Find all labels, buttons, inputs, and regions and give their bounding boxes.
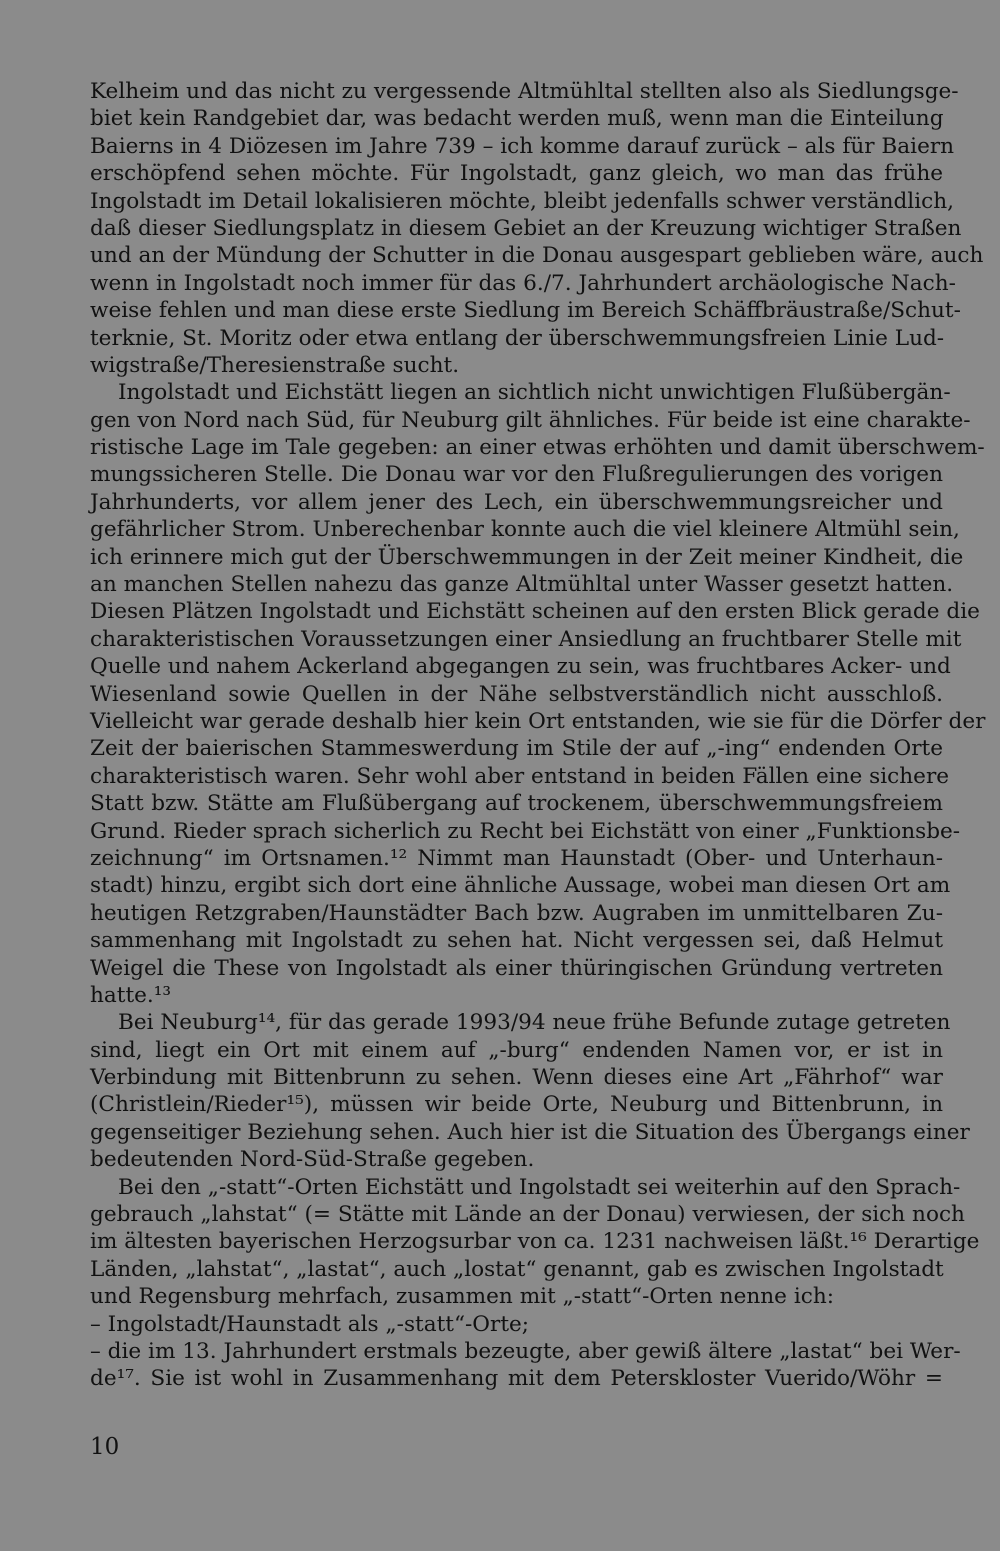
text-line: im ältesten bayerischen Herzogsurbar von ca. 1231 nachweisen läßt.¹⁶ Derartige — [90, 1229, 980, 1255]
text-line: Kelheim und das nicht zu vergessende Altmühltal stellten also als Siedlungsge- — [90, 79, 959, 104]
text-line: hatte.¹³ — [90, 982, 172, 1008]
text-line: gen von Nord nach Süd, für Neuburg gilt ähnliches. Für beide ist eine charakte- — [90, 407, 971, 433]
text-line: Wiesenland sowie Quellen in der Nähe selbstverständlich nicht ausschloß. — [90, 681, 943, 707]
text-line: Ingolstadt und Eichstätt liegen an sichtlich nicht unwichtigen Flußübergän- — [118, 380, 951, 406]
text-line: bedeutenden Nord-Süd-Straße gegeben. — [90, 1147, 535, 1173]
body-text — [90, 78, 986, 1393]
text-line: weise fehlen und man diese erste Siedlung im Bereich Schäffbräustraße/Schut- — [90, 298, 961, 324]
text-line: erschöpfend sehen möchte. Für Ingolstadt, ganz gleich, wo man das frühe — [90, 161, 943, 187]
text-line: zeichnung“ im Ortsnamen.¹² Nimmt man Haunstadt (Ober- und Unterhaun- — [90, 845, 943, 871]
text-line: heutigen Retzgraben/Haunstädter Bach bzw. Augraben im unmittelbaren Zu- — [90, 900, 943, 926]
text-line: biet kein Randgebiet dar, was bedacht werden muß, wenn man die Einteilung — [90, 106, 944, 132]
text-line: stadt) hinzu, ergibt sich dort eine ähnliche Aussage, wobei man diesen Ort am — [90, 873, 951, 899]
text-line: Zeit der baierischen Stammeswerdung im Stile der auf „-ing“ endenden Orte — [90, 736, 943, 762]
text-line: Verbindung mit Bittenbrunn zu sehen. Wenn dieses eine Art „Fährhof“ war — [90, 1065, 943, 1091]
text-line: gegenseitiger Beziehung sehen. Auch hier ist die Situation des Übergangs einer — [90, 1119, 970, 1145]
text-line: Weigel die These von Ingolstadt als einer thüringischen Gründung vertreten — [90, 955, 943, 981]
text-line: Vielleicht war gerade deshalb hier kein Ort entstanden, wie sie für die Dörfer der — [90, 708, 986, 734]
text-line: Bei Neuburg¹⁴, für das gerade 1993/94 neue frühe Befunde zutage getreten — [118, 1010, 951, 1036]
text-line: (Christlein/Rieder¹⁵), müssen wir beide Orte, Neuburg und Bittenbrunn, in — [90, 1092, 943, 1118]
text-line: Länden, „lahstat“, „lastat“, auch „lostat“ genannt, gab es zwischen Ingolstadt — [90, 1256, 944, 1282]
text-line: Baierns in 4 Diözesen im Jahre 739 – ich komme darauf zurück – als für Baiern — [90, 133, 955, 159]
text-line: wenn in Ingolstadt noch immer für das 6./7. Jahrhundert archäologische Nach- — [90, 270, 956, 296]
text-line: gebrauch „lahstat“ (= Stätte mit Lände an der Donau) verwiesen, der sich noch — [90, 1202, 965, 1228]
text-line: charakteristischen Voraussetzungen einer Ansiedlung an fruchtbarer Stelle mit — [90, 626, 962, 652]
text-line: Grund. Rieder sprach sicherlich zu Recht bei Eichstätt von einer „Funktionsbe- — [90, 818, 961, 844]
text-line: ristische Lage im Tale gegeben: an einer etwas erhöhten und damit überschwem- — [90, 435, 985, 461]
text-line: terknie, St. Moritz oder etwa entlang der überschwemmungsfreien Linie Lud- — [90, 325, 945, 351]
text-line: Jahrhunderts, vor allem jener des Lech, ein überschwemmungsreicher und — [90, 489, 943, 515]
text-line: Diesen Plätzen Ingolstadt und Eichstätt scheinen auf den ersten Blick gerade die — [90, 599, 980, 625]
text-line: Statt bzw. Stätte am Flußübergang auf trockenem, überschwemmungsfreiem — [90, 791, 943, 817]
text-line: – die im 13. Jahrhundert erstmals bezeugte, aber gewiß ältere „lastat“ bei Wer- — [90, 1338, 961, 1364]
text-line: wigstraße/Theresienstraße sucht. — [90, 352, 460, 378]
text-line: Quelle und nahem Ackerland abgegangen zu sein, was fruchtbares Acker- und — [90, 654, 951, 680]
text-line: Bei den „-statt“-Orten Eichstätt und Ingolstadt sei weiterhin auf den Sprach- — [118, 1174, 961, 1200]
text-line: Ingolstadt im Detail lokalisieren möchte, bleibt jedenfalls schwer verständlich, — [90, 188, 954, 214]
text-line: und Regensburg mehrfach, zusammen mit „-statt“-Orten nenne ich: — [90, 1284, 835, 1310]
text-line: gefährlicher Strom. Unberechenbar konnte auch die viel kleinere Altmühl sein, — [90, 517, 960, 543]
text-line: daß dieser Siedlungsplatz in diesem Gebiet an der Kreuzung wichtiger Straßen — [90, 215, 962, 241]
text-line: und an der Mündung der Schutter in die Donau ausgespart geblieben wäre, auch — [90, 243, 984, 269]
text-line: sind, liegt ein Ort mit einem auf „-burg“ endenden Namen vor, er ist in — [90, 1037, 943, 1063]
page-number: 10 — [90, 1434, 120, 1460]
text-line: mungssicheren Stelle. Die Donau war vor den Flußregulierungen des vorigen — [90, 462, 943, 488]
text-line: ich erinnere mich gut der Überschwemmungen in der Zeit meiner Kindheit, die — [90, 544, 964, 570]
text-line: an manchen Stellen nahezu das ganze Altmühltal unter Wasser gesetzt hatten. — [90, 572, 954, 598]
text-line: sammenhang mit Ingolstadt zu sehen hat. Nicht vergessen sei, daß Helmut — [90, 928, 943, 954]
text-line: charakteristisch waren. Sehr wohl aber entstand in beiden Fällen eine sichere — [90, 763, 950, 789]
text-line: – Ingolstadt/Haunstadt als „-statt“-Orte; — [90, 1311, 530, 1337]
text-line: de¹⁷. Sie ist wohl in Zusammenhang mit dem Peterskloster Vuerido/Wöhr = — [90, 1366, 943, 1392]
